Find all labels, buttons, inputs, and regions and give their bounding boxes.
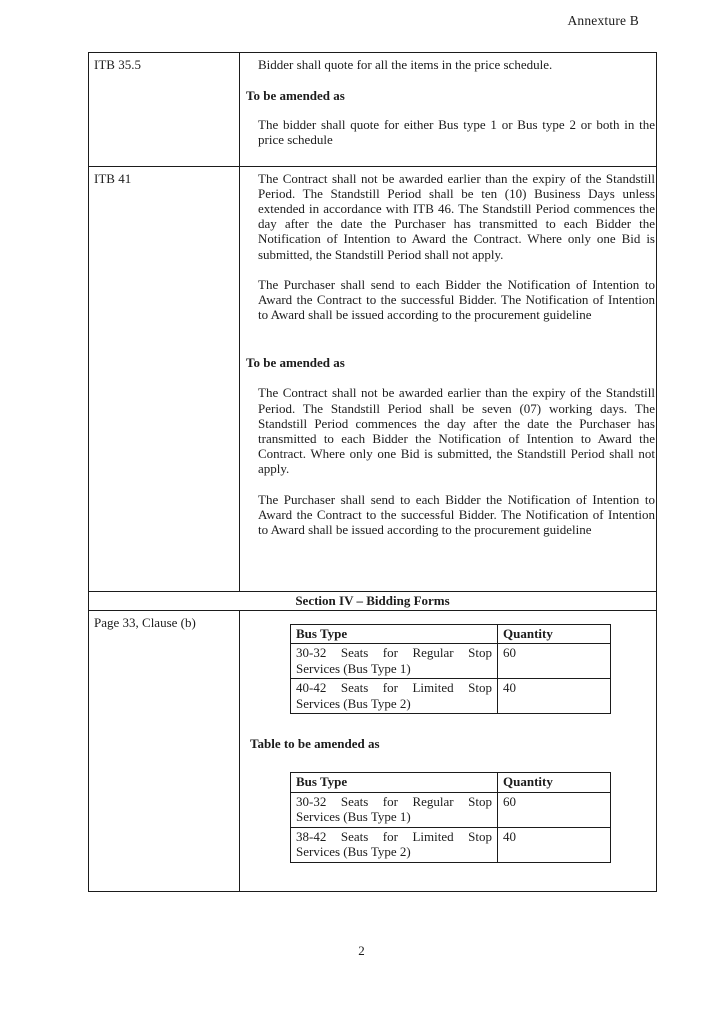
- bus-type-cell: 38-42 Seats for Limited Stop Services (Bus Type 2): [291, 827, 498, 862]
- table-amend-heading: Table to be amended as: [250, 736, 380, 752]
- column-header-quantity: Quantity: [498, 773, 611, 793]
- section-divider-row: [89, 591, 657, 610]
- annexture-label: Annexture B: [567, 13, 639, 28]
- original-paragraph-2: The Purchaser shall send to each Bidder the Notification of Intention to Award the Contract to the successful Bidder. The Notification of Intention to Award shall be issued according to the procurement guideline: [258, 276, 655, 323]
- clause-content-itb-41: [240, 166, 657, 591]
- original-bus-table: [290, 624, 611, 715]
- table-row: [291, 644, 611, 679]
- row-itb-35-5: [89, 53, 657, 167]
- bus-type-cell: 30-32 Seats for Regular Stop Services (Bus Type 1): [291, 792, 498, 827]
- quantity-cell: 60: [498, 792, 611, 827]
- table-header-row: [291, 624, 611, 644]
- amended-bus-table: [290, 772, 611, 863]
- clause-content-page-33: [240, 610, 657, 891]
- table-row: [291, 792, 611, 827]
- section-header: Section IV – Bidding Forms: [89, 591, 657, 610]
- clause-ref-itb-41: ITB 41: [89, 166, 240, 591]
- amended-paragraph-2: The Purchaser shall send to each Bidder the Notification of Intention to Award the Contract to the successful Bidder. The Notification of Intention to Award shall be issued according to the procurement guideline: [258, 491, 655, 538]
- column-header-bus-type: Bus Type: [291, 773, 498, 793]
- amendment-table: [88, 52, 657, 892]
- amended-text: The bidder shall quote for either Bus type 1 or Bus type 2 or both in the price schedule: [258, 117, 655, 148]
- row-itb-41: [89, 166, 657, 591]
- amend-heading: To be amended as: [246, 355, 345, 371]
- amended-paragraph-1: The Contract shall not be awarded earlier than the expiry of the Standstill Period. The Standstill Period shall be seven (07) working days. The Standstill Period commences the day after the date the Purchaser has transmitted to each Bidder the Notification of Intention to Award the Contract. Where only one Bid is submitted, the Standstill Period shall not apply.: [258, 385, 655, 477]
- quantity-cell: 60: [498, 644, 611, 679]
- column-header-bus-type: Bus Type: [291, 624, 498, 644]
- bus-type-cell: 30-32 Seats for Regular Stop Services (Bus Type 1): [291, 644, 498, 679]
- clause-ref-page-33: Page 33, Clause (b): [89, 610, 240, 891]
- column-header-quantity: Quantity: [498, 624, 611, 644]
- original-text: Bidder shall quote for all the items in the price schedule.: [258, 57, 553, 72]
- quantity-cell: 40: [498, 827, 611, 862]
- quantity-cell: 40: [498, 679, 611, 714]
- bus-type-cell: 40-42 Seats for Limited Stop Services (Bus Type 2): [291, 679, 498, 714]
- table-row: [291, 679, 611, 714]
- row-page-33-clause-b: [89, 610, 657, 891]
- table-row: [291, 827, 611, 862]
- table-header-row: [291, 773, 611, 793]
- amend-heading: To be amended as: [246, 88, 345, 104]
- page-number: 2: [358, 943, 365, 958]
- clause-ref-itb-35-5: ITB 35.5: [89, 53, 240, 167]
- original-paragraph-1: The Contract shall not be awarded earlier than the expiry of the Standstill Period. The Standstill Period shall be ten (10) Business Days unless extended in accordance with ITB 46. The Standstill Period commences the day after the date the Purchaser has transmitted to each Bidder the Notification of Intention to Award the Contract. Where only one Bid is submitted, the Standstill Period shall not apply.: [258, 170, 655, 262]
- clause-content-itb-35-5: [240, 53, 657, 167]
